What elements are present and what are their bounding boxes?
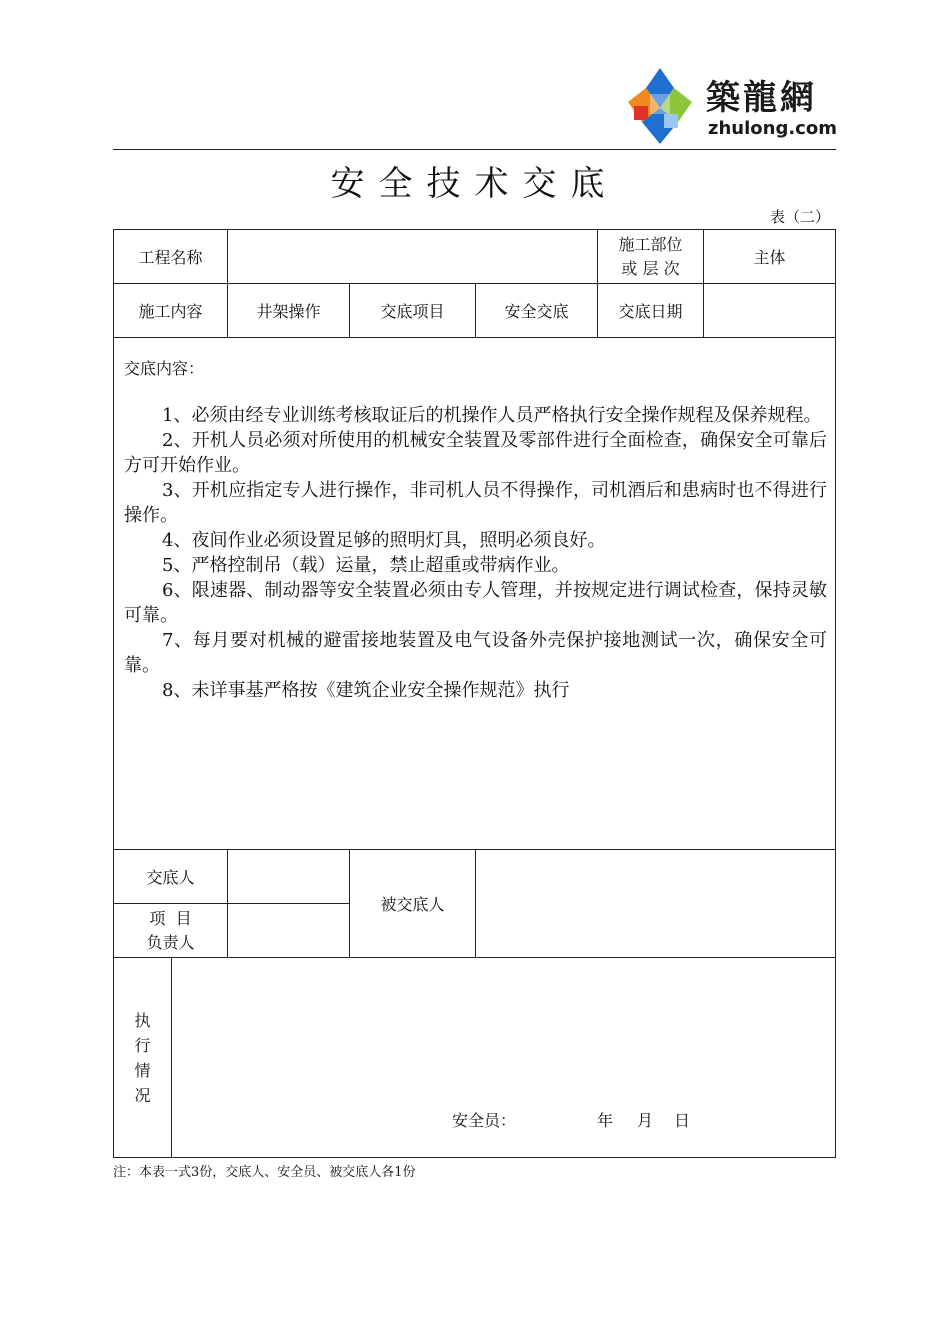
document-title: 安全技术交底: [330, 164, 619, 204]
execution-label: [114, 958, 172, 1158]
briefing-item-label: 交底项目: [350, 284, 476, 338]
content-paragraph: 2、开机人员必须对所使用的机械安全装置及零部件进行全面检查，确保安全可靠后方可开始作业。: [124, 430, 828, 476]
manager-label: [114, 904, 228, 958]
work-content-label: 施工内容: [114, 284, 228, 338]
execution-status: [172, 958, 836, 1158]
recipient-signature: [476, 850, 836, 958]
table-row: [114, 850, 836, 904]
content-paragraph: 7、每月要对机械的避雷接地装置及电气设备外壳保护接地测试一次，确保安全可靠。: [124, 630, 828, 676]
date-month-label: 月: [637, 1111, 654, 1130]
content-paragraph: 4、夜间作业必须设置足够的照明灯具，照明必须良好。: [162, 530, 606, 551]
briefing-date-value: [704, 284, 836, 338]
manager-label-line2: 负责人: [146, 932, 195, 952]
manager-label-line1: 项 目: [149, 908, 192, 928]
logo-name-en: zhulong.com: [708, 118, 837, 139]
content-paragraph: 8、未详事基严格按《建筑企业安全操作规范》执行: [162, 680, 570, 701]
form-number: 表（二）: [769, 208, 830, 226]
footnote: 注：本表一式3份，交底人、安全员、被交底人各1份: [113, 1165, 416, 1180]
briefing-date-label: 交底日期: [598, 284, 704, 338]
briefing-content: [114, 338, 836, 850]
table-row: [114, 230, 836, 284]
project-name-label: 工程名称: [114, 230, 228, 284]
briefing-item-value: 安全交底: [476, 284, 598, 338]
table-row: [114, 284, 836, 338]
execution-label-char: 行: [134, 1035, 151, 1055]
safety-officer-label: 安全员：: [452, 1111, 517, 1130]
execution-label-char: 况: [134, 1085, 151, 1105]
content-paragraph: 6、限速器、制动器等安全装置必须由专人管理，并按规定进行调试检查，保持灵敏可靠。: [124, 580, 828, 626]
presenter-label: 交底人: [114, 850, 228, 904]
content-paragraph: 5、严格控制吊（载）运量，禁止超重或带病作业。: [162, 555, 570, 576]
zhulong-logo-icon: [620, 64, 700, 148]
content-paragraph: 3、开机应指定专人进行操作，非司机人员不得操作，司机酒后和患病时也不得进行操作。: [124, 480, 828, 526]
project-name-value: [228, 230, 598, 284]
date-year-label: 年: [597, 1111, 614, 1130]
manager-signature: [228, 904, 350, 958]
content-paragraph: 1、必须由经专业训练考核取证后的机操作人员严格执行安全操作规程及保养规程。: [162, 405, 822, 426]
location-label-line2: 或 层 次: [621, 258, 680, 278]
presenter-signature: [228, 850, 350, 904]
date-day-label: 日: [674, 1111, 691, 1130]
location-value: 主体: [704, 230, 836, 284]
execution-label-char: 执: [134, 1010, 151, 1030]
header-rule: [113, 149, 836, 150]
execution-label-char: 情: [134, 1060, 151, 1080]
table-row: [114, 958, 836, 1158]
work-content-value: 井架操作: [228, 284, 350, 338]
logo-name-cn: 築龍網: [706, 78, 817, 118]
table-row: [114, 338, 836, 850]
location-label: [598, 230, 704, 284]
recipient-label: 被交底人: [350, 850, 476, 958]
content-label: 交底内容：: [124, 359, 205, 378]
location-label-line1: 施工部位: [618, 234, 683, 254]
safety-briefing-table: [113, 229, 836, 1158]
zhulong-logo: [620, 64, 835, 148]
